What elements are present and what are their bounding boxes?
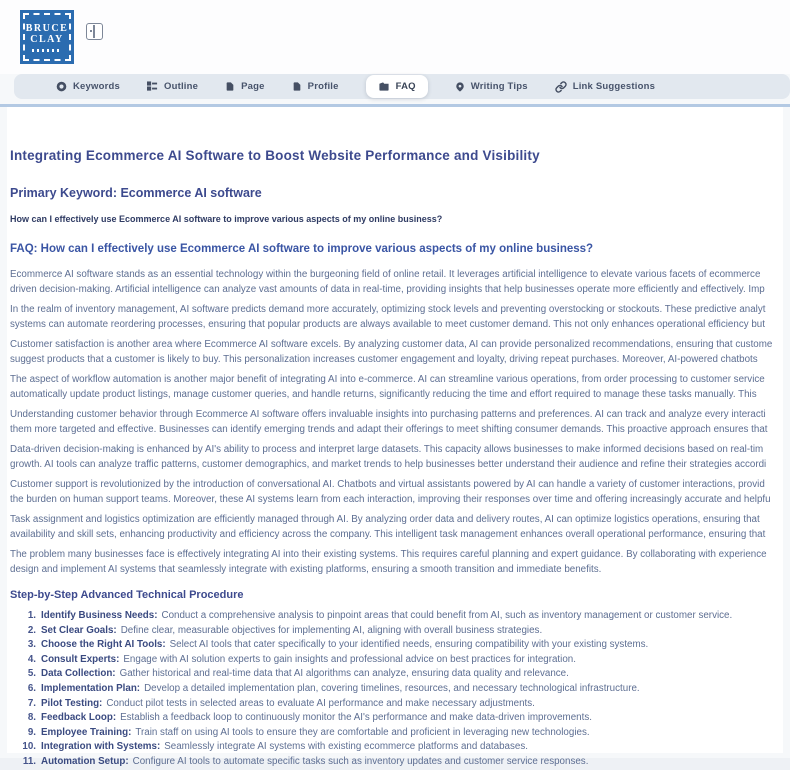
link-icon xyxy=(555,81,567,93)
tab-label: FAQ xyxy=(395,81,416,92)
document-content xyxy=(7,107,783,767)
paragraph-line: The problem many businesses face is effectively integrating AI into their existing systems. This requires careful planning and expert guidance. By collaborating with experience xyxy=(10,549,767,560)
tab-page[interactable] xyxy=(225,81,265,92)
paragraph-line: automatically update product listings, manage customer queries, and handle returns, significantly reducing the time and effort required to manage these tasks manually. This xyxy=(10,389,757,400)
step-item xyxy=(10,624,783,639)
tab-profile[interactable] xyxy=(292,81,339,92)
paragraph-line: Data-driven decision-making is enhanced by AI's ability to process and interpret large datasets. This capacity allows businesses to make informed decisions based on real-tim xyxy=(10,444,764,455)
tab-outline[interactable] xyxy=(147,81,198,92)
paragraph-line: Customer satisfaction is another area where Ecommerce AI software excels. By analyzing customer data, AI can provide personalized recommendations, ensuring that custome xyxy=(10,339,773,350)
step-item xyxy=(10,697,783,712)
paragraph-line: design and implement AI systems that seamlessly integrate with existing platforms, ensuring a smooth transition and immediate benefits. xyxy=(10,564,602,575)
step-item xyxy=(10,638,783,653)
paragraph xyxy=(10,547,783,577)
faq-section-heading: FAQ: How can I effectively use Ecommerce AI software to improve various aspects of my online business? xyxy=(10,243,594,255)
logo-tagline-dots xyxy=(32,49,62,52)
step-number: 5. xyxy=(27,668,36,680)
paragraph-line: suggest products that a customer is likely to buy. This personalization increases customer engagement and loyalty, driving repeat purchases. Moreover, AI-powered chatbots xyxy=(10,354,758,365)
step-lead: Set Clear Goals: xyxy=(41,624,117,636)
step-item xyxy=(10,682,783,697)
step-number: 2. xyxy=(27,624,36,636)
step-item xyxy=(10,740,783,755)
tab-keywords[interactable] xyxy=(56,81,120,92)
tab-link-suggestions[interactable] xyxy=(555,81,655,93)
bruce-clay-logo[interactable] xyxy=(20,10,74,64)
step-text: Engage with AI solution experts to gain insights and professional advice on best practices for integration. xyxy=(123,653,576,665)
sidebar-toggle-icon[interactable] xyxy=(86,23,103,40)
paragraph-line: the burden on human support teams. Moreover, these AI systems learn from each interaction, improving their responses over time and offering increasingly accurate and helpfu xyxy=(10,494,771,505)
tab-label: Keywords xyxy=(73,81,121,92)
file-icon xyxy=(225,81,235,92)
step-text: Seamlessly integrate AI systems with existing ecommerce platforms and databases. xyxy=(164,741,528,753)
step-lead: Choose the Right AI Tools: xyxy=(41,639,166,651)
paragraph-line: Ecommerce AI software stands as an essential technology within the burgeoning field of online retail. It leverages artificial intelligence to elevate various facets of ecommerce xyxy=(10,269,761,280)
step-lead: Implementation Plan: xyxy=(41,682,141,694)
step-number: 4. xyxy=(27,653,36,665)
primary-keyword-heading: Primary Keyword: Ecommerce AI software xyxy=(10,186,262,200)
paragraph-line: Customer support is revolutionized by the introduction of conversational AI. Chatbots and virtual assistants powered by AI can handle a variety of customer interactions, provid xyxy=(10,479,765,490)
step-lead: Consult Experts: xyxy=(41,653,120,665)
paragraph-line: Understanding customer behavior through Ecommerce AI software offers invaluable insights into purchasing patterns and preferences. AI can track and analyze every interacti xyxy=(10,409,766,420)
step-text: Define clear, measurable objectives for implementing AI, aligning with overall business strategies. xyxy=(120,624,543,636)
tab-faq[interactable] xyxy=(366,75,428,98)
paragraph-line: driven decision-making. Artificial intelligence can analyze vast amounts of data in real-time, providing insights that help businesses operate more efficiently and effectively. Imp xyxy=(10,284,765,295)
tab-bar xyxy=(14,74,790,99)
step-text: Conduct pilot tests in selected areas to evaluate AI performance and make necessary adjustments. xyxy=(106,697,535,709)
pin-icon xyxy=(455,81,465,93)
logo-line1: BRUCE xyxy=(25,22,69,34)
logo-line2: CLAY xyxy=(30,33,64,45)
step-item xyxy=(10,726,783,741)
paragraph-line: availability and skill sets, enhancing productivity and efficiency across the company. This intelligent task management enhances overall operational performance, ensuring that xyxy=(10,529,766,540)
tab-label: Link Suggestions xyxy=(572,81,656,92)
step-item xyxy=(10,609,783,624)
paragraph-line: them more targeted and effective. Businesses can identify emerging trends and adapt their offerings to meet shifting consumer demands. This proactive approach ensures that xyxy=(10,424,768,435)
header xyxy=(0,0,790,74)
step-text: Select AI tools that cater specifically to your identified needs, ensuring compatibility with your existing systems. xyxy=(169,639,649,651)
step-text: Train staff on using AI tools to ensure they are comfortable and proficient in leveraging new technologies. xyxy=(135,726,590,738)
step-lead: Automation Setup: xyxy=(41,755,129,767)
step-text: Gather historical and real-time data that AI algorithms can analyze, ensuring data quality and relevance. xyxy=(119,668,569,680)
step-text: Develop a detailed implementation plan, covering timelines, resources, and necessary technological infrastructure. xyxy=(144,682,640,694)
step-item xyxy=(10,667,783,682)
step-text: Conduct a comprehensive analysis to pinpoint areas that could benefit from AI, such as inventory management or customer service. xyxy=(161,610,733,621)
step-number: 6. xyxy=(27,682,36,694)
step-lead: Data Collection: xyxy=(41,668,116,680)
list-icon xyxy=(147,81,158,92)
procedure-heading: Step-by-Step Advanced Technical Procedure xyxy=(10,589,244,601)
file-icon xyxy=(292,81,302,92)
paragraph xyxy=(10,267,783,297)
step-number: 1. xyxy=(27,610,36,621)
paragraph-line: growth. AI tools can analyze traffic patterns, customer demographics, and market trends to help businesses better understand their audience and refine their strategies accordi xyxy=(10,459,767,470)
step-lead: Feedback Loop: xyxy=(41,712,117,724)
step-lead: Identify Business Needs: xyxy=(41,610,158,621)
paragraph-line: systems can automate reordering processes, ensuring that popular products are always available to meet customer demand. This not only enhances operational efficiency but xyxy=(10,319,765,330)
tab-label: Outline xyxy=(164,81,199,92)
step-lead: Pilot Testing: xyxy=(41,697,103,709)
tab-label: Profile xyxy=(307,81,339,92)
paragraph xyxy=(10,372,783,402)
paragraph xyxy=(10,407,783,437)
tab-label: Writing Tips xyxy=(470,81,528,92)
paragraph xyxy=(10,442,783,472)
step-text: Configure AI tools to automate specific tasks such as inventory updates and customer service responses. xyxy=(132,755,589,767)
tab-writing-tips[interactable] xyxy=(455,81,528,93)
step-number: 10. xyxy=(22,741,36,753)
page-title: Integrating Ecommerce AI Software to Boost Website Performance and Visibility xyxy=(10,148,540,163)
step-lead: Employee Training: xyxy=(41,726,132,738)
folder-icon xyxy=(378,81,390,92)
faq-question-text: How can I effectively use Ecommerce AI software to improve various aspects of my online business? xyxy=(10,214,443,224)
paragraph-line: The aspect of workflow automation is another major benefit of integrating AI into e-commerce. AI can streamline various operations, from order processing to customer service xyxy=(10,374,765,385)
paragraph-line: In the realm of inventory management, AI software predicts demand more accurately, optimizing stock levels and preventing overstocking or stockouts. These predictive analyt xyxy=(10,304,766,315)
step-number: 9. xyxy=(27,726,36,738)
target-icon xyxy=(56,81,67,92)
step-text: Establish a feedback loop to continuously monitor the AI's performance and make data-driven improvements. xyxy=(120,712,592,724)
tab-label: Page xyxy=(241,81,265,92)
step-number: 3. xyxy=(27,639,36,651)
step-number: 8. xyxy=(27,712,36,724)
procedure-steps xyxy=(10,609,783,770)
step-lead: Integration with Systems: xyxy=(41,741,161,753)
paragraph-line: Task assignment and logistics optimization are efficiently managed through AI. By analyzing order data and delivery routes, AI can optimize logistics operations, ensuring that xyxy=(10,514,760,525)
paragraph xyxy=(10,302,783,332)
step-number: 7. xyxy=(27,697,36,709)
paragraph xyxy=(10,512,783,542)
paragraph xyxy=(10,337,783,367)
step-number: 11. xyxy=(22,755,36,767)
step-item xyxy=(10,755,783,770)
paragraph xyxy=(10,477,783,507)
step-item xyxy=(10,711,783,726)
step-item xyxy=(10,653,783,668)
